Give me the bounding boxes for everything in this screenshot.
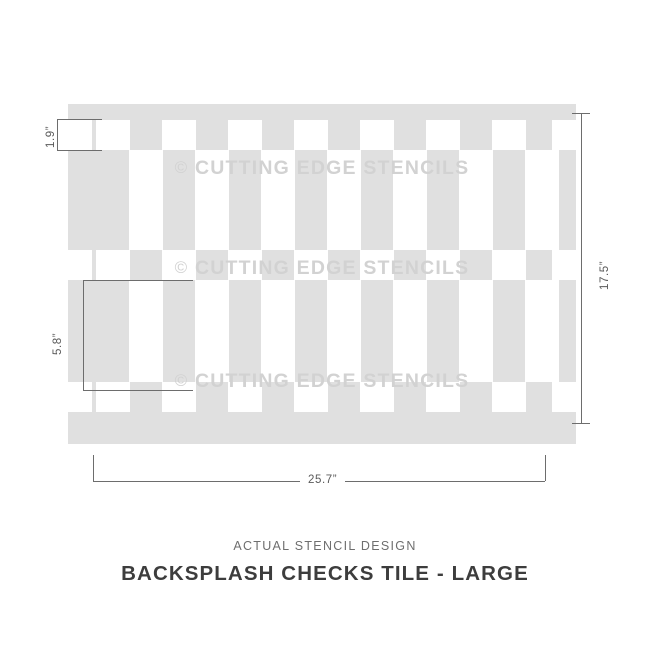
watermark-copyright-icon: ©: [174, 258, 189, 277]
page-title: BACKSPLASH CHECKS TILE - LARGE: [121, 562, 529, 585]
cutout-bar: [129, 150, 163, 250]
watermark-text: CUTTING EDGE STENCILS: [194, 157, 470, 179]
cutout-square: [360, 250, 394, 280]
cutout-square: [294, 250, 328, 280]
cutout-square: [162, 120, 196, 150]
dim-leftmid-line-bottom: [83, 390, 193, 391]
cutout-bar: [129, 280, 163, 382]
watermark-text: CUTTING EDGE STENCILS: [194, 370, 470, 392]
cutout-square: [492, 250, 526, 280]
cutout-bar: [459, 280, 493, 382]
watermark-copyright-icon: ©: [174, 371, 189, 390]
cutout-square: [162, 250, 196, 280]
dim-leftmid-label: 5.8”: [52, 332, 64, 355]
dim-topleft-label: 1.9”: [45, 125, 57, 148]
cutout-square: [426, 250, 460, 280]
cutout-bar: [195, 280, 229, 382]
caption-subtitle: ACTUAL STENCIL DESIGN: [233, 539, 417, 553]
cutout-square: [492, 120, 526, 150]
cutout-bar: [525, 280, 559, 382]
dim-topleft-line-bottom: [57, 150, 102, 151]
dim-right-tick-bottom: [572, 423, 590, 424]
cutout-square: [426, 120, 460, 150]
cutout-square: [294, 382, 328, 412]
cutout-square: [228, 120, 262, 150]
cutout-square: [228, 382, 262, 412]
cutout-square: [162, 382, 196, 412]
cutout-square: [360, 382, 394, 412]
cutout-bar: [393, 280, 427, 382]
cutout-bar: [459, 150, 493, 250]
cutout-bar: [261, 150, 295, 250]
stencil-sheet: [68, 104, 576, 444]
dim-right-label: 17.5”: [599, 260, 611, 290]
cutout-square: [228, 250, 262, 280]
dim-bottom-tick-right: [545, 455, 546, 481]
watermark-copyright-icon: ©: [174, 158, 189, 177]
cutout-bar: [327, 280, 361, 382]
cutout-bar: [261, 280, 295, 382]
cutout-square: [96, 120, 130, 150]
dim-bottom-tick-left: [93, 455, 94, 481]
cutout-square: [96, 250, 130, 280]
dim-right-tick-top: [572, 113, 590, 114]
cutout-square: [294, 120, 328, 150]
cutout-square: [492, 382, 526, 412]
watermark-text: CUTTING EDGE STENCILS: [194, 257, 470, 279]
dim-topleft-tick-left: [57, 119, 58, 150]
cutout-bar: [327, 150, 361, 250]
cutout-bar: [195, 150, 229, 250]
cutout-square: [58, 120, 92, 150]
dim-bottom-label: 25.7”: [300, 474, 345, 486]
cutout-square: [96, 382, 130, 412]
dim-leftmid-line-top: [83, 280, 193, 281]
cutout-bar: [525, 150, 559, 250]
cutout-square: [58, 382, 92, 412]
dim-right-line: [581, 113, 582, 423]
cutout-square: [58, 250, 92, 280]
cutout-square: [360, 120, 394, 150]
dim-leftmid-tick-left: [83, 280, 84, 390]
dim-topleft-line-top: [57, 119, 102, 120]
cutout-square: [426, 382, 460, 412]
cutout-bar: [393, 150, 427, 250]
